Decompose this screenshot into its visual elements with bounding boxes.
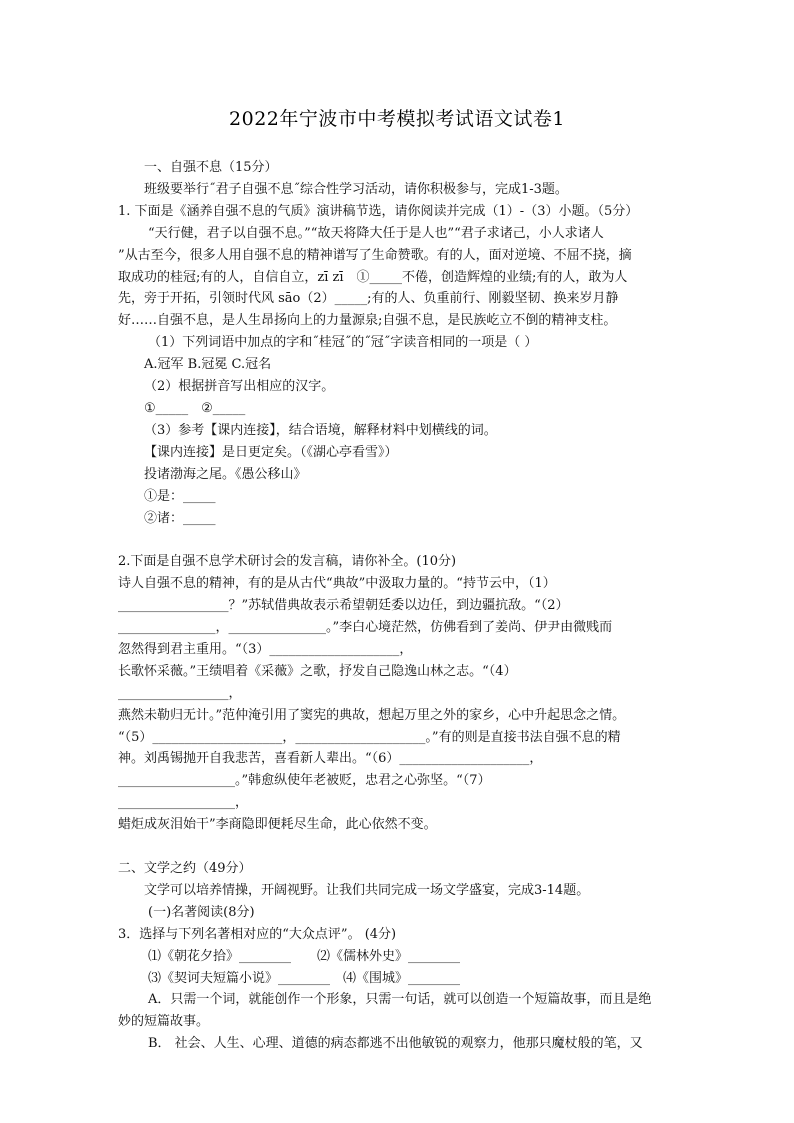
text-line: 妙的短篇故事。 — [118, 1014, 210, 1030]
text-line: 燕然未勒归无计。”范仲淹引用了窦宪的典故，想起万里之外的家乡，心中升起思念之情。 — [118, 707, 626, 723]
text-line: 好……自强不息，是人生昂扬向上的力量源泉;自强不息，是民族屹立不倒的精神支柱。 — [118, 313, 617, 329]
text-line: ⑴《朝花夕拾》________ ⑵《儒林外史》________ — [148, 948, 461, 964]
text-line: 神。刘禹锡抛开自我悲苦，喜看新人辈出。“（6）____________________， — [118, 751, 543, 767]
text-line: 3．选择与下列名著相对应的“大众点评”。 (4分) — [118, 926, 397, 942]
text-line: B． 社会、人生、心理、道德的病态都逃不出他敏锐的观察力，他那只魔杖般的笔，又 — [148, 1036, 643, 1052]
text-line: A．只需一个词，就能创作一个形象，只需一句话，就可以创造一个短篇故事，而且是绝 — [148, 992, 652, 1008]
text-line: 二、文学之约（49分） — [118, 860, 252, 876]
text-line: _______________，_______________。”李白心境茫然，仿佛看到了姜尚、伊尹由微贱而 — [118, 620, 613, 636]
text-line: 文学可以培养情操，开阔视野。让我们共同完成一场文学盛宴，完成3-14题。 — [144, 882, 590, 898]
text-line: 投诸渤海之尾。《愚公移山》 — [144, 466, 307, 482]
text-line: __________________， — [118, 795, 249, 811]
text-line: 先，旁于开拓，引领时代风 sāo（2）_____;有的人、负重前行、刚毅坚韧、换来岁月静 — [118, 291, 619, 307]
text-line: 一、自强不息（15分） — [144, 160, 278, 175]
text-line: 长歌怀采薇。”王绩唱着《采薇》之歌，抒发自己隐逸山林之志。“（4） — [118, 663, 517, 679]
text-line: __________________。”韩愈纵使年老被贬，忠君之心弥坚。“（7） — [118, 773, 491, 789]
text-line: _________________？”苏轼借典故表示希望朝廷委以边任，到边疆抗敌。“（2） — [118, 598, 569, 614]
text-line: _________________， — [118, 685, 242, 701]
text-line: 【课内连接】是日更定矣。（《湖心亭看雪》） — [144, 444, 398, 460]
text-line: “（5）____________________，____________________。”有的则是直接书法自强不息的精 — [118, 729, 621, 745]
text-line: 2.下面是自强不息学术研讨会的发言稿，请你补全。(10分) — [118, 554, 457, 570]
text-line: ①_____ ②_____ — [144, 400, 246, 416]
blank-line — [118, 529, 678, 551]
text-line: 蜡炬成灰泪始干”李商隐即便耗尽生命，此心依然不变。 — [118, 817, 437, 833]
text-line: （1）下列词语中加点的字和˝桂冠˝的˝冠˝字读音相同的一项是（ ） — [148, 335, 538, 351]
text-line: 班级要举行˝君子自强不息˝综合性学习活动，请你积极参与，完成1-3题。 — [144, 181, 568, 197]
text-line: ⑶《契诃夫短篇小说》________ ⑷《围城》________ — [148, 970, 461, 986]
text-line: ②诸：_____ — [144, 510, 216, 526]
text-line: 诗人自强不息的精神，有的是从古代“典故”中汲取力量的。“持节云中，（1） — [118, 576, 556, 592]
text-line: “天行健，君子以自强不息。”“故天将降大任于是人也”“君子求诸己，小人求诸人 — [148, 225, 604, 241]
text-line: 忽然得到君主重用。“（3）____________________， — [118, 641, 413, 657]
text-line: A.冠军 B.冠冕 C.冠名 — [144, 357, 272, 373]
document-title: 2022年宁波市中考模拟考试语文试卷1 — [229, 108, 565, 130]
text-line: ①是：_____ — [144, 488, 216, 504]
text-line: (一)名著阅读(8分) — [148, 904, 255, 920]
text-line: 1. 下面是《涵养自强不息的气质》演讲稿节选，请你阅读并完成（1）-（3）小题。（5分） — [118, 203, 639, 219]
text-line: ”从古至今，很多人用自强不息的精神谱写了生命赞歌。有的人，面对逆境、不屈不挠，摘 — [118, 247, 632, 263]
text-line: （2）根据拼音写出相应的汉字。 — [144, 379, 335, 395]
text-line: （3）参考【课内连接】，结合语境，解释材料中划横线的词。 — [144, 422, 497, 438]
blank-line — [118, 836, 678, 858]
document-body — [118, 157, 678, 1055]
text-line: 取成功的桂冠;有的人，自信自立，zī zī ①_____不倦，创造辉煌的业绩;有的人，敢为人 — [118, 269, 628, 285]
